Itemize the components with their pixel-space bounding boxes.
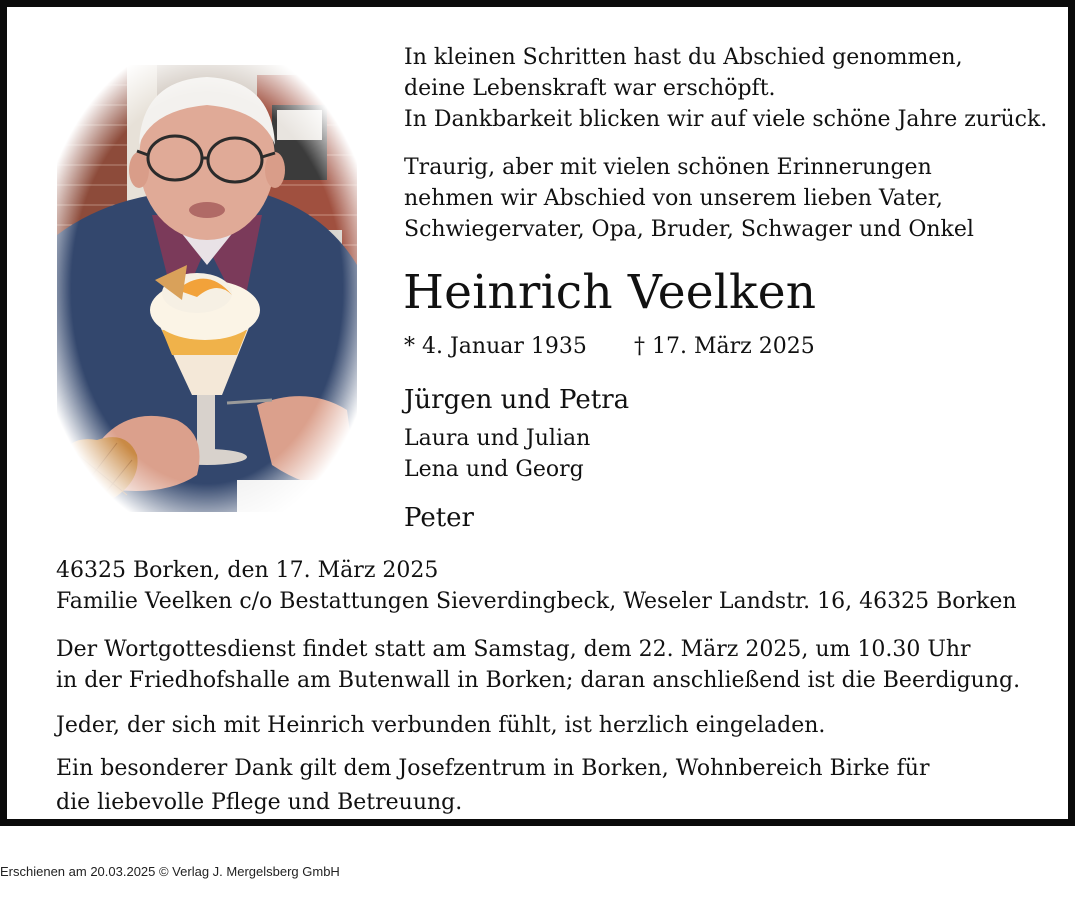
portrait-photo — [57, 65, 357, 512]
service-line: in der Friedhofshalle am Butenwall in Borken; daran anschließend ist die Beerdigung. — [56, 668, 1021, 693]
intro-line: Traurig, aber mit vielen schönen Erinnerungen — [404, 155, 932, 180]
place-date: 46325 Borken, den 17. März 2025 — [56, 558, 439, 583]
portrait-illustration — [57, 65, 357, 512]
family-group-children — [404, 423, 590, 485]
family-group-head: Peter — [404, 503, 474, 533]
thanks-line: die liebevolle Pflege und Betreuung. — [56, 790, 463, 815]
family-member: Laura und Julian — [404, 426, 591, 451]
family-group-head: Jürgen und Petra — [404, 385, 630, 415]
intro-line: Schwiegervater, Opa, Bruder, Schwager und Onkel — [404, 217, 974, 242]
thanks-text — [56, 752, 929, 820]
service-line: Der Wortgottesdienst findet statt am Samstag, dem 22. März 2025, um 10.30 Uhr — [56, 637, 971, 662]
invitation-text: Jeder, der sich mit Heinrich verbunden fühlt, ist herzlich eingeladen. — [56, 713, 826, 738]
family-member: Lena und Georg — [404, 457, 584, 482]
deceased-name: Heinrich Veelken — [403, 265, 817, 320]
intro-text — [404, 152, 974, 245]
publication-footer: Erschienen am 20.03.2025 © Verlag J. Mergelsberg GmbH — [0, 864, 340, 879]
intro-line: nehmen wir Abschied von unserem lieben Vater, — [404, 186, 943, 211]
poem-line: deine Lebenskraft war erschöpft. — [404, 76, 776, 101]
birth-date: * 4. Januar 1935 — [404, 334, 587, 359]
service-details — [56, 634, 1020, 696]
poem-line: In kleinen Schritten hast du Abschied genommen, — [404, 45, 963, 70]
thanks-line: Ein besonderer Dank gilt dem Josefzentrum in Borken, Wohnbereich Birke für — [56, 756, 930, 781]
death-date: † 17. März 2025 — [634, 334, 815, 359]
contact-address: Familie Veelken c/o Bestattungen Sieverdingbeck, Weseler Landstr. 16, 46325 Borken — [56, 589, 1017, 614]
poem-line: In Dankbarkeit blicken wir auf viele schöne Jahre zurück. — [404, 107, 1048, 132]
place-and-contact — [56, 555, 1017, 617]
poem-verse — [404, 42, 1047, 135]
